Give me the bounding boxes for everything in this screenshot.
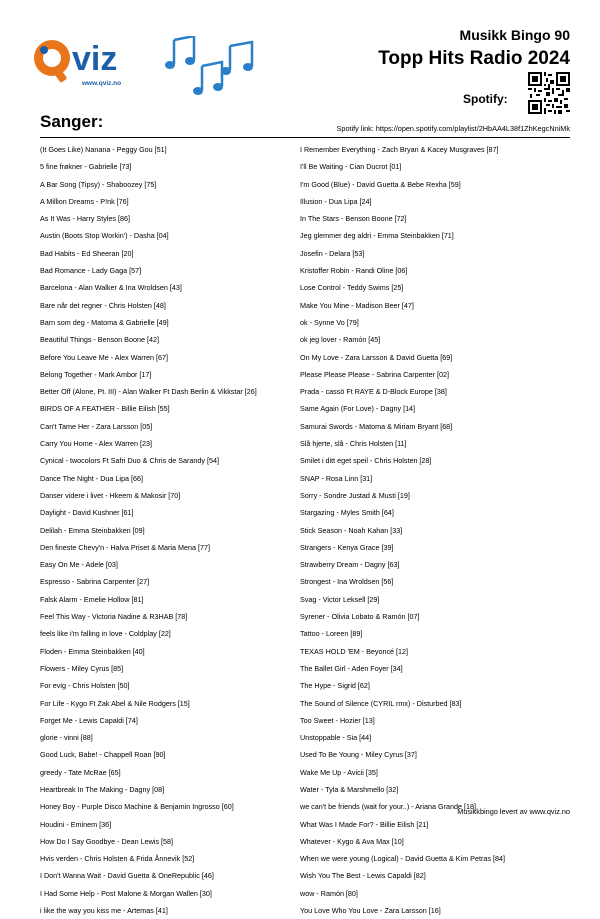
song-item: I'm Good (Blue) - David Guetta & Bebe Rexha [59] (300, 179, 461, 189)
song-item: Espresso - Sabrina Carpenter [27] (40, 577, 150, 587)
song-item: I'll Be Waiting - Cian Ducrot [01] (300, 162, 402, 172)
song-item: Good Luck, Babe! - Chappell Roan [90] (40, 750, 166, 760)
song-item: Unstoppable - Sia [44] (300, 733, 372, 743)
song-item: TEXAS HOLD 'EM - Beyoncé [12] (300, 646, 409, 656)
song-item: Tattoo - Loreen [89] (300, 629, 363, 639)
song-item: Slå hjerte, slå - Chris Holsten [11] (300, 439, 407, 449)
song-item: Too Sweet - Hozier [13] (300, 715, 375, 725)
song-item: The Hype - Sigrid [62] (300, 681, 370, 691)
song-item: Feel This Way - Victoria Nadine & R3HAB [78] (40, 612, 188, 622)
song-item: Svag - Victor Leksell [29] (300, 594, 380, 604)
qviz-logo (30, 30, 140, 92)
song-item: Stargazing - Myles Smith [64] (300, 508, 394, 518)
song-item: How Do I Say Goodbye - Dean Lewis [58] (40, 836, 174, 846)
song-item: Wake Me Up - Avicii [35] (300, 767, 378, 777)
song-item: Kristoffer Robin - Randi Oline [06] (300, 266, 408, 276)
song-item: Heartbreak In The Making - Dagny [08] (40, 784, 165, 794)
songs-heading: Sanger: (40, 112, 104, 131)
song-item: Belong Together - Mark Ambor [17] (40, 369, 152, 379)
song-item: Smilet i ditt eget speil - Chris Holsten [28] (300, 456, 432, 466)
song-item: BIRDS OF A FEATHER - Billie Eilish [55] (40, 404, 170, 414)
song-item: we can't be friends (wait for your..) - Ariana Grande [18] (300, 802, 476, 812)
song-item: Strawberry Dream - Dagny [63] (300, 560, 400, 570)
song-item: Stick Season - Noah Kahan [33] (300, 525, 403, 535)
song-item: I Remember Everything - Zach Bryan & Kacey Musgraves [87] (300, 145, 499, 154)
song-item: A Bar Song (Tipsy) - Shaboozey [75] (40, 179, 157, 189)
song-item: Bad Romance - Lady Gaga [57] (40, 266, 142, 276)
song-item: The Sound of Silence (CYRIL rmx) - Disturbed [83] (300, 698, 462, 708)
song-item: feels like i'm falling in love - Coldplay [22] (40, 629, 171, 639)
song-item: wow - Ramón [80] (300, 888, 358, 898)
song-item: You Love Who You Love - Zara Larsson [16] (300, 906, 441, 916)
song-item: greedy - Tate McRae [65] (40, 767, 121, 777)
song-item: Danser videre i livet - Hkeem & Makosir [70] (40, 490, 181, 500)
song-item: Barcelona - Alan Walker & Ina Wroldsen [43] (40, 283, 182, 293)
song-item: SNAP - Rosa Linn [31] (300, 473, 373, 483)
song-item: ok jeg lover - Ramón [45] (300, 335, 381, 345)
song-item: Can't Tame Her - Zara Larsson [05] (40, 421, 153, 431)
song-item: Floden - Emma Steinbakken [40] (40, 646, 145, 656)
song-item: Samurai Swords - Matoma & Miriam Bryant [68] (300, 421, 453, 431)
song-item: For Life - Kygo Ft Zak Abel & Nile Rodgers [15] (40, 698, 190, 708)
song-item: Forget Me - Lewis Capaldi [74] (40, 715, 138, 725)
bingo-subtitle: Musikk Bingo 90 (459, 27, 570, 43)
song-item: Delilah - Emma Steinbakken [09] (40, 525, 145, 535)
song-item: Houdini - Eminem [36] (40, 819, 112, 829)
song-item: For evig - Chris Holsten [50] (40, 681, 130, 691)
song-item: Barn som deg - Matoma & Gabrielle [49] (40, 317, 169, 327)
song-item: 5 fine frøkner - Gabrielle [73] (40, 162, 132, 172)
header-divider (40, 137, 570, 138)
song-item: Dance The Night - Dua Lipa [66] (40, 473, 143, 483)
song-item: Carry You Home - Alex Warren [23] (40, 439, 152, 449)
song-item: Whatever - Kygo & Ava Max [10] (300, 836, 404, 846)
song-item: Daylight - David Kushner [61] (40, 508, 134, 518)
spotify-link[interactable]: Spotify link: https://open.spotify.com/playlist/2HbAA4L38f1ZhKegcNniMk (336, 124, 570, 133)
song-item: Josefin - Delara [53] (300, 248, 365, 258)
svg-text:viz: viz (72, 40, 118, 78)
song-item: Same Again (For Love) - Dagny [14] (300, 404, 416, 414)
song-item: Strongest - Ina Wroldsen [56] (300, 577, 394, 587)
song-item: The Ballet Girl - Aden Foyer [34] (300, 663, 403, 673)
song-list-right (300, 141, 575, 919)
song-item: I Had Some Help - Post Malone & Morgan Wallen [30] (40, 888, 212, 898)
song-item: Flowers - Miley Cyrus [85] (40, 663, 124, 673)
song-item: ok - Synne Vo [79] (300, 317, 359, 327)
song-item: What Was I Made For? - Billie Eilish [21] (300, 819, 429, 829)
song-item: i like the way you kiss me - Artemas [41] (40, 906, 168, 916)
song-item: Bare når det regner - Chris Holsten [48] (40, 300, 166, 310)
song-item: Prada - cassö Ft RAYE & D-Block Europe [38] (300, 387, 447, 397)
song-item: Den fineste Chevy'n - Halva Priset & Maria Mena [77] (40, 542, 210, 552)
footer-credit: Musikkbingo levert av www.qviz.no (457, 807, 570, 816)
song-item: Easy On Me - Adele [03] (40, 560, 118, 570)
page-title: Topp Hits Radio 2024 (378, 48, 570, 69)
song-item: In The Stars - Benson Boone [72] (300, 214, 407, 224)
song-item: Jeg glemmer deg aldri - Emma Steinbakken [71] (300, 231, 454, 241)
song-item: glorie - vinni [88] (40, 733, 93, 743)
song-item: Before You Leave Me - Alex Warren [67] (40, 352, 168, 362)
song-item: Beautiful Things - Benson Boone [42] (40, 335, 159, 345)
song-item: (It Goes Like) Nanana - Peggy Gou [51] (40, 145, 167, 154)
qr-code-icon[interactable] (528, 72, 570, 114)
music-notes-icon (160, 36, 260, 96)
spotify-label: Spotify: (463, 92, 508, 106)
song-item: On My Love - Zara Larsson & David Guetta [69] (300, 352, 453, 362)
song-item: Make You Mine - Madison Beer [47] (300, 300, 414, 310)
song-item: Syrener - Olivia Lobato & Ramón [07] (300, 612, 420, 622)
song-item: Illusion - Dua Lipa [24] (300, 196, 372, 206)
song-item: Honey Boy - Purple Disco Machine & Benjamin Ingrosso [60] (40, 802, 234, 812)
song-item: When we were young (Logical) - David Guetta & Kim Petras [84] (300, 854, 505, 864)
song-item: Cynical - twocolors Ft Safri Duo & Chris de Sarandy [54] (40, 456, 219, 466)
song-item: Better Off (Alone, Pt. III) - Alan Walker Ft Dash Berlin & Vikkstar [26] (40, 387, 257, 397)
song-item: I Don't Wanna Wait - David Guetta & OneRepublic [46] (40, 871, 214, 881)
song-item: Falsk Alarm - Emelie Hollow [81] (40, 594, 144, 604)
song-item: Used To Be Young - Miley Cyrus [37] (300, 750, 417, 760)
song-list-left (40, 141, 290, 919)
song-item: Bad Habits - Ed Sheeran [20] (40, 248, 134, 258)
song-item: Water - Tyla & Marshmello [32] (300, 784, 399, 794)
song-item: Austin (Boots Stop Workin') - Dasha [04] (40, 231, 169, 241)
song-item: Sorry - Sondre Justad & Musti [19] (300, 490, 410, 500)
song-item: Strangers - Kenya Grace [39] (300, 542, 394, 552)
song-item: Lose Control - Teddy Swims [25] (300, 283, 404, 293)
song-item: Please Please Please - Sabrina Carpenter [02] (300, 369, 450, 379)
song-item: Wish You The Best - Lewis Capaldi [82] (300, 871, 426, 881)
song-item: Hvis verden - Chris Holsten & Frida Ånnevik [52] (40, 854, 195, 864)
logo-url[interactable]: www.qviz.no (82, 80, 122, 87)
song-item: As It Was - Harry Styles [86] (40, 214, 130, 224)
song-item: A Million Dreams - P!nk [76] (40, 196, 129, 206)
